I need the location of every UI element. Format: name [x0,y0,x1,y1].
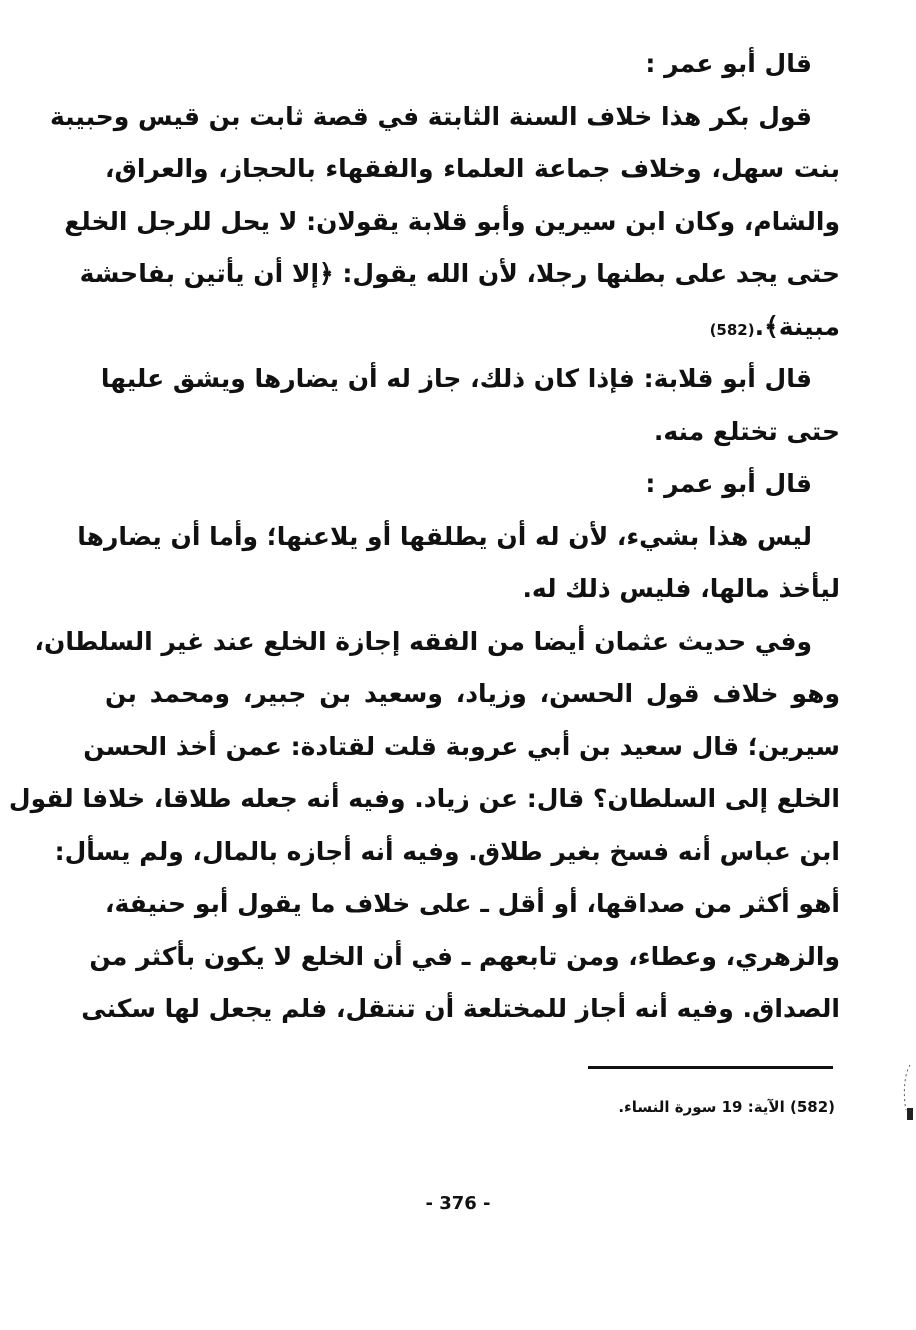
line-text: قال أبو عمر : [645,469,812,498]
text-line [8,773,840,826]
line-text: الخلع إلى السلطان؟ قال: عن زياد. وفيه أنه جعله طلاقا، خلافا لقول [8,784,840,813]
page-number: - 376 - [425,1193,491,1214]
text-line [64,196,840,249]
text-line [34,616,840,669]
line-text: ليأخذ مالها، فليس ذلك له. [522,574,840,603]
text-line [105,563,840,616]
line-text: مبينة﴾. [754,311,840,341]
line-text: حتى تختلع منه. [653,416,840,446]
line-text: وهو خلاف قول الحسن، وزياد، وسعيد بن جبير، ومحمد بن [105,679,840,708]
line-text: حتى يجد على بطنها رجلا، لأن الله يقول: ﴿إلا أن يأتين بفاحشة [79,259,840,288]
footnote-reference: (582) [709,320,755,339]
line-text: بنت سهل، وخلاف جماعة العلماء والفقهاء بالحجاز، والعراق، [105,154,840,183]
main-text [8,38,840,1036]
line-text: قول بكر هذا خلاف السنة الثابتة في قصة ثابت بن قيس وحبيبة [50,101,812,131]
text-line [100,353,840,406]
line-text: وفي حديث عثمان أيضا من الفقه إجازة الخلع عند غير السلطان، [34,626,812,656]
footnote-separator [588,1066,833,1069]
text-line [83,721,840,774]
scan-edge-mark [900,1060,914,1130]
line-text: والشام، وكان ابن سيرين وأبو قلابة يقولان: لا يحل للرجل الخلع [64,206,840,236]
text-line [79,248,840,301]
text-line [77,511,840,564]
text-line [105,878,840,931]
text-line [54,826,840,879]
line-text: الصداق. وفيه أنه أجاز للمختلعة أن تنتقل، فلم يجعل لها سكنى [81,994,840,1023]
line-text: ابن عباس أنه فسخ بغير طلاق. وفيه أنه أجازه بالمال، ولم يسأل: [54,836,840,866]
line-text: ليس هذا بشيء، لأن له أن يطلقها أو يلاعنها؛ وأما أن يضارها [77,521,812,551]
text-line [105,301,840,354]
text-line [105,143,840,196]
text-line [89,931,840,984]
text-line [105,668,840,721]
text-line [81,983,840,1036]
section-heading [105,38,840,91]
line-text: قال أبو قلابة: فإذا كان ذلك، جاز له أن يضارها ويشق عليها [100,364,812,393]
line-text: سيرين؛ قال سعيد بن أبي عروبة قلت لقتادة: عمن أخذ الحسن [83,731,840,761]
line-text: والزهري، وعطاء، ومن تابعهم ـ في أن الخلع لا يكون بأكثر من [89,941,840,971]
line-text: قال أبو عمر : [645,49,812,78]
section-heading [105,458,840,511]
text-line [105,406,840,459]
text-line [50,91,840,144]
line-text: أهو أكثر من صداقها، أو أقل ـ على خلاف ما يقول أبو حنيفة، [105,889,840,918]
footnote-582: (582) الآية: 19 سورة النساء. [618,1098,835,1116]
